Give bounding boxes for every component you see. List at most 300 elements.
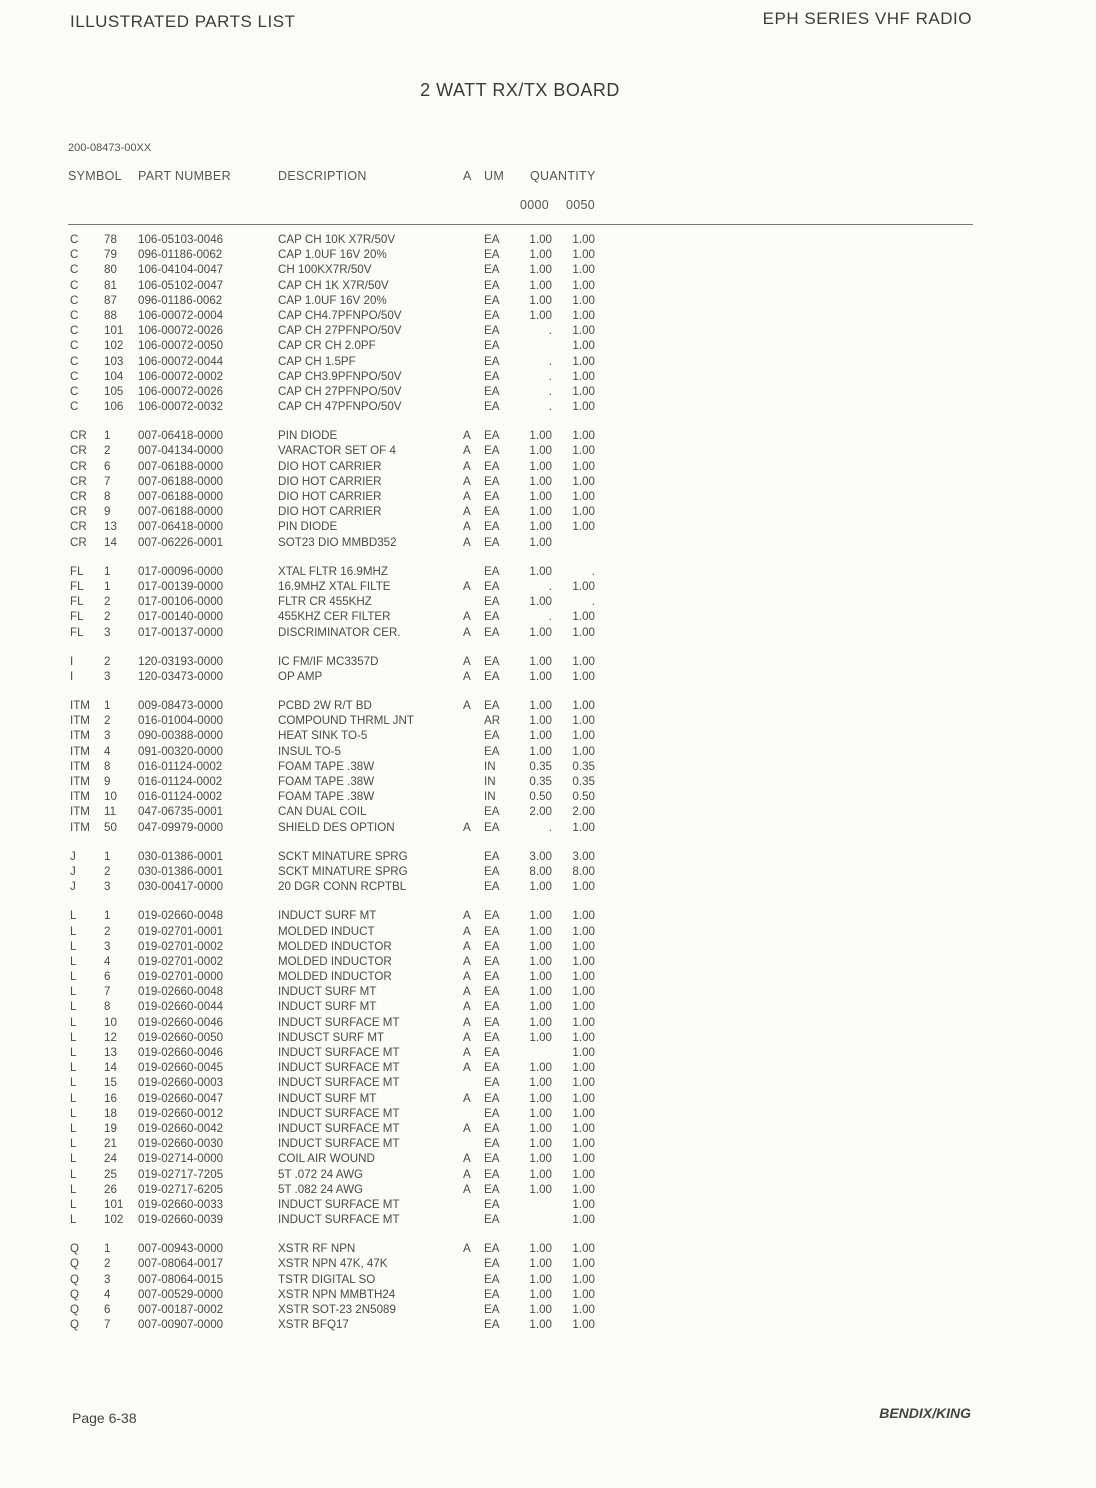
table-row: [0, 774, 1000, 789]
table-row: [0, 744, 1000, 759]
description-cell: MOLDED INDUCT: [278, 924, 375, 938]
a-flag-cell: A: [463, 1182, 471, 1196]
a-flag-cell: A: [463, 939, 471, 953]
part-number-cell: 007-06188-0000: [138, 505, 224, 519]
table-row: [0, 1167, 1000, 1182]
unit-cell: EA: [484, 535, 500, 549]
table-row: [0, 939, 1000, 954]
symbol-cell: ITM: [70, 790, 90, 804]
ref-cell: 8: [104, 1000, 111, 1014]
description-cell: HEAT SINK TO-5: [278, 729, 368, 743]
symbol-cell: C: [70, 308, 79, 322]
ref-cell: 10: [104, 790, 117, 804]
a-flag-cell: A: [463, 520, 471, 534]
ref-cell: 3: [104, 939, 111, 953]
symbol-cell: I: [70, 669, 74, 683]
qty-0000-cell: 1.00: [529, 1061, 552, 1075]
unit-cell: EA: [484, 354, 500, 368]
table-row: [0, 293, 1000, 308]
unit-cell: EA: [484, 293, 500, 307]
qty-0050-cell: 1.00: [572, 1213, 595, 1227]
table-row: [0, 278, 1000, 293]
ref-cell: 1: [104, 564, 111, 578]
part-number-cell: 019-02701-0000: [138, 970, 224, 984]
qty-0050-cell: 1.00: [572, 579, 595, 593]
description-cell: CAP CH3.9PFNPO/50V: [278, 369, 402, 383]
symbol-cell: Q: [70, 1272, 80, 1286]
ref-cell: 3: [104, 729, 111, 743]
header-divider: [68, 224, 973, 225]
ref-cell: 13: [104, 520, 117, 534]
qty-0000-cell: 0.35: [529, 775, 552, 788]
a-flag-cell: A: [463, 820, 471, 834]
qty-0000-cell: 1.00: [529, 1182, 552, 1196]
ref-cell: 104: [104, 369, 124, 383]
description-cell: INDUCT SURF MT: [278, 909, 377, 923]
table-row: [0, 728, 1000, 743]
symbol-cell: L: [70, 1213, 77, 1227]
part-number-cell: 106-00072-0032: [138, 400, 224, 414]
unit-cell: EA: [484, 1137, 500, 1151]
qty-0000-cell: 1.00: [529, 1303, 552, 1316]
table-row: [0, 820, 1000, 835]
unit-cell: EA: [484, 939, 500, 953]
page-title: 2 WATT RX/TX BOARD: [420, 80, 620, 100]
symbol-cell: J: [70, 864, 76, 878]
parts-group: [0, 908, 1000, 1227]
qty-0000-cell: 1.00: [529, 1106, 552, 1120]
a-flag-cell: A: [463, 1015, 471, 1029]
table-row: [0, 1151, 1000, 1166]
description-cell: INDUCT SURF MT: [278, 1091, 377, 1105]
symbol-cell: C: [70, 339, 79, 353]
table-row: [0, 564, 1000, 579]
ref-cell: 16: [104, 1091, 117, 1105]
ref-cell: 79: [104, 248, 117, 262]
part-number-cell: 096-01186-0062: [138, 293, 223, 307]
part-number-cell: 090-00388-0000: [138, 729, 224, 743]
unit-cell: EA: [484, 474, 500, 488]
part-number-cell: 017-00137-0000: [138, 625, 224, 639]
qty-0000-cell: 1.00: [529, 564, 552, 578]
a-flag-cell: A: [463, 1046, 471, 1059]
table-row: [0, 1241, 1000, 1256]
ref-cell: 2: [104, 595, 111, 609]
unit-cell: EA: [484, 1121, 500, 1135]
qty-0050-cell: 1.00: [572, 610, 595, 624]
symbol-cell: ITM: [70, 714, 90, 728]
qty-0000-cell: 1.00: [529, 293, 552, 307]
unit-cell: EA: [484, 1257, 500, 1271]
ref-cell: 3: [104, 669, 111, 683]
unit-cell: EA: [484, 339, 500, 353]
qty-0050-cell: 1.00: [572, 985, 595, 999]
qty-0050-cell: 1.00: [572, 625, 595, 639]
part-number-cell: 016-01004-0000: [138, 714, 224, 728]
unit-cell: EA: [484, 744, 500, 758]
a-flag-cell: A: [463, 579, 471, 593]
a-flag-cell: A: [463, 654, 471, 668]
table-row: [0, 984, 1000, 999]
symbol-cell: CR: [70, 474, 87, 488]
qty-0000-cell: 1.00: [529, 1167, 552, 1181]
qty-0050-cell: 1.00: [572, 400, 595, 414]
ref-cell: 1: [104, 699, 111, 713]
qty-0050-cell: 1.00: [572, 459, 595, 473]
unit-cell: EA: [484, 970, 500, 984]
table-row: [0, 1272, 1000, 1287]
part-number-cell: 009-08473-0000: [138, 699, 224, 713]
unit-cell: EA: [484, 444, 500, 458]
ref-cell: 18: [104, 1106, 117, 1120]
symbol-cell: L: [70, 1152, 77, 1166]
part-number-cell: 019-02660-0050: [138, 1030, 224, 1044]
table-row: [0, 609, 1000, 624]
unit-cell: EA: [484, 1303, 500, 1316]
qty-0000-cell: 1.00: [529, 1257, 552, 1271]
unit-cell: EA: [484, 429, 500, 443]
description-cell: PCBD 2W R/T BD: [278, 699, 372, 713]
qty-0000-cell: 1.00: [529, 1137, 552, 1151]
table-row: [0, 804, 1000, 819]
description-cell: CAP CR CH 2.0PF: [278, 339, 376, 353]
table-row: [0, 999, 1000, 1014]
symbol-cell: ITM: [70, 744, 90, 758]
part-number-cell: 019-02660-0042: [138, 1121, 224, 1135]
ref-cell: 2: [104, 610, 111, 624]
a-flag-cell: A: [463, 909, 471, 923]
table-row: [0, 879, 1000, 894]
unit-cell: EA: [484, 1272, 500, 1286]
qty-0000-cell: 1.00: [529, 1287, 552, 1301]
unit-cell: EA: [484, 263, 500, 277]
a-flag-cell: A: [463, 505, 471, 519]
ref-cell: 2: [104, 444, 111, 458]
a-flag-cell: A: [463, 1167, 471, 1181]
description-cell: INDUCT SURFACE MT: [278, 1076, 400, 1090]
unit-cell: EA: [484, 954, 500, 968]
unit-cell: EA: [484, 1242, 500, 1256]
qty-0000-cell: 1.00: [529, 654, 552, 668]
part-number-cell: 007-06188-0000: [138, 474, 224, 488]
ref-cell: 105: [104, 384, 124, 398]
qty-0050-cell: 1.00: [572, 490, 595, 503]
qty-0000-cell: 1.00: [529, 490, 552, 503]
unit-cell: EA: [484, 384, 500, 398]
qty-0050-cell: 1.00: [572, 699, 595, 713]
ref-cell: 14: [104, 1061, 117, 1075]
qty-0050-cell: 1.00: [572, 939, 595, 953]
part-number-cell: 019-02660-0003: [138, 1076, 224, 1090]
a-flag-cell: A: [463, 669, 471, 683]
col-header-part-number: PART NUMBER: [138, 169, 231, 183]
qty-0050-cell: 1.00: [572, 384, 595, 398]
symbol-cell: ITM: [70, 820, 90, 834]
qty-0000-cell: 1.00: [529, 263, 552, 277]
table-row: [0, 713, 1000, 728]
qty-0000-cell: .: [548, 610, 552, 624]
unit-cell: EA: [484, 1318, 500, 1332]
unit-cell: EA: [484, 1000, 500, 1014]
symbol-cell: CR: [70, 490, 87, 503]
unit-cell: EA: [484, 1287, 500, 1301]
part-number-cell: 106-00072-0004: [138, 308, 224, 322]
table-row: [0, 354, 1000, 369]
description-cell: XSTR NPN 47K, 47K: [278, 1257, 388, 1271]
qty-0050-cell: 1.00: [572, 1030, 595, 1044]
description-cell: CAP CH 1.5PF: [278, 354, 356, 368]
ref-cell: 12: [104, 1030, 117, 1044]
description-cell: CAP CH 27PFNPO/50V: [278, 324, 402, 338]
ref-cell: 1: [104, 849, 111, 863]
qty-0050-cell: 1.00: [572, 308, 595, 322]
ref-cell: 13: [104, 1046, 117, 1059]
qty-0000-cell: 1.00: [529, 1000, 552, 1014]
unit-cell: EA: [484, 729, 500, 743]
table-row: [0, 1060, 1000, 1075]
part-number-cell: 017-00140-0000: [138, 610, 224, 624]
a-flag-cell: A: [463, 1000, 471, 1014]
unit-cell: EA: [484, 579, 500, 593]
table-row: [0, 625, 1000, 640]
description-cell: INDUCT SURFACE MT: [278, 1015, 400, 1029]
table-row: [0, 669, 1000, 684]
table-row: [0, 504, 1000, 519]
table-row: [0, 428, 1000, 443]
part-number-cell: 016-01124-0002: [138, 790, 223, 804]
qty-0050-cell: 2.00: [572, 805, 595, 819]
ref-cell: 50: [104, 820, 117, 834]
description-cell: CAP CH4.7PFNPO/50V: [278, 308, 402, 322]
description-cell: COIL AIR WOUND: [278, 1152, 375, 1166]
symbol-cell: C: [70, 233, 79, 246]
ref-cell: 25: [104, 1167, 117, 1181]
table-row: [0, 908, 1000, 923]
table-row: [0, 308, 1000, 323]
description-cell: IC FM/IF MC3357D: [278, 654, 379, 668]
symbol-cell: L: [70, 1030, 77, 1044]
parts-group: [0, 654, 1000, 684]
part-number-cell: 007-08064-0017: [138, 1257, 224, 1271]
part-number-cell: 019-02660-0046: [138, 1015, 224, 1029]
part-number-cell: 019-02714-0000: [138, 1152, 224, 1166]
description-cell: XSTR BFQ17: [278, 1318, 349, 1332]
symbol-cell: L: [70, 939, 77, 953]
symbol-cell: Q: [70, 1242, 80, 1256]
table-row: [0, 924, 1000, 939]
table-row: [0, 262, 1000, 277]
qty-0000-cell: 1.00: [529, 1242, 552, 1256]
header-product-name: EPH SERIES VHF RADIO: [762, 9, 972, 28]
qty-0050-cell: 1.00: [572, 1197, 595, 1211]
description-cell: INDUCT SURFACE MT: [278, 1046, 400, 1059]
symbol-cell: L: [70, 970, 77, 984]
part-number-cell: 019-02660-0048: [138, 909, 224, 923]
description-cell: XSTR RF NPN: [278, 1242, 356, 1256]
qty-0050-cell: 1.00: [572, 909, 595, 923]
description-cell: INDUCT SURFACE MT: [278, 1197, 400, 1211]
symbol-cell: L: [70, 954, 77, 968]
qty-0050-cell: .: [591, 564, 595, 578]
part-number-cell: 016-01124-0002: [138, 775, 223, 788]
description-cell: 455KHZ CER FILTER: [278, 610, 391, 624]
description-cell: CH 100KX7R/50V: [278, 263, 372, 277]
description-cell: FLTR CR 455KHZ: [278, 595, 372, 609]
qty-0000-cell: 1.00: [529, 744, 552, 758]
qty-0050-cell: .: [591, 595, 595, 609]
ref-cell: 6: [104, 970, 111, 984]
part-number-cell: 019-02660-0045: [138, 1061, 224, 1075]
a-flag-cell: A: [463, 535, 471, 549]
ref-cell: 7: [104, 474, 111, 488]
a-flag-cell: A: [463, 985, 471, 999]
description-cell: 5T .082 24 AWG: [278, 1182, 364, 1196]
table-row: [0, 1015, 1000, 1030]
unit-cell: EA: [484, 1076, 500, 1090]
unit-cell: EA: [484, 985, 500, 999]
symbol-cell: CR: [70, 505, 87, 519]
symbol-cell: C: [70, 400, 79, 414]
unit-cell: EA: [484, 1167, 500, 1181]
symbol-cell: CR: [70, 429, 87, 443]
symbol-cell: ITM: [70, 759, 90, 773]
ref-cell: 4: [104, 1287, 111, 1301]
unit-cell: EA: [484, 490, 500, 503]
qty-0050-cell: 1.00: [572, 1287, 595, 1301]
ref-cell: 4: [104, 744, 111, 758]
qty-0050-cell: 8.00: [572, 864, 595, 878]
description-cell: DIO HOT CARRIER: [278, 505, 382, 519]
ref-cell: 6: [104, 459, 111, 473]
qty-0000-cell: 1.00: [529, 474, 552, 488]
description-cell: MOLDED INDUCTOR: [278, 970, 392, 984]
table-row: [0, 338, 1000, 353]
ref-cell: 24: [104, 1152, 117, 1166]
description-cell: CAP CH 27PFNPO/50V: [278, 384, 402, 398]
qty-0050-cell: 1.00: [572, 429, 595, 443]
description-cell: INDUCT SURF MT: [278, 1000, 377, 1014]
qty-0000-cell: 1.00: [529, 714, 552, 728]
unit-cell: EA: [484, 1061, 500, 1075]
part-number-cell: 106-00072-0044: [138, 354, 224, 368]
part-number-cell: 091-00320-0000: [138, 744, 224, 758]
qty-0050-cell: 0.50: [572, 790, 595, 804]
qty-0050-cell: 1.00: [572, 1076, 595, 1090]
description-cell: INDUCT SURFACE MT: [278, 1061, 400, 1075]
part-number-cell: 007-06188-0000: [138, 490, 224, 503]
description-cell: SHIELD DES OPTION: [278, 820, 395, 834]
qty-0050-cell: 1.00: [572, 520, 595, 534]
header-section-title: ILLUSTRATED PARTS LIST: [70, 12, 296, 31]
a-flag-cell: A: [463, 954, 471, 968]
description-cell: VARACTOR SET OF 4: [278, 444, 396, 458]
symbol-cell: C: [70, 293, 79, 307]
ref-cell: 15: [104, 1076, 117, 1090]
assembly-doc-number: 200-08473-00XX: [68, 142, 152, 154]
table-row: [0, 535, 1000, 550]
description-cell: SCKT MINATURE SPRG: [278, 849, 408, 863]
qty-0000-cell: .: [548, 324, 552, 338]
table-row: [0, 1106, 1000, 1121]
qty-0000-cell: 1.00: [529, 1121, 552, 1135]
table-row: [0, 1091, 1000, 1106]
unit-cell: IN: [484, 759, 496, 773]
unit-cell: EA: [484, 1015, 500, 1029]
qty-0000-cell: 1.00: [529, 1015, 552, 1029]
symbol-cell: Q: [70, 1287, 80, 1301]
symbol-cell: FL: [70, 610, 84, 624]
unit-cell: EA: [484, 625, 500, 639]
qty-0000-cell: 1.00: [529, 535, 552, 549]
symbol-cell: L: [70, 1137, 77, 1151]
ref-cell: 88: [104, 308, 117, 322]
ref-cell: 103: [104, 354, 124, 368]
ref-cell: 1: [104, 909, 111, 923]
qty-0050-cell: 1.00: [572, 233, 595, 246]
a-flag-cell: A: [463, 625, 471, 639]
qty-0050-cell: 1.00: [572, 1015, 595, 1029]
qty-0000-cell: 1.00: [529, 520, 552, 534]
description-cell: PIN DIODE: [278, 520, 338, 534]
part-number-cell: 007-00907-0000: [138, 1318, 224, 1332]
description-cell: 16.9MHZ XTAL FILTE: [278, 579, 391, 593]
ref-cell: 102: [104, 1213, 124, 1227]
qty-0000-cell: .: [548, 369, 552, 383]
ref-cell: 3: [104, 1272, 111, 1286]
a-flag-cell: A: [463, 1242, 471, 1256]
part-number-cell: 019-02701-0002: [138, 954, 224, 968]
symbol-cell: L: [70, 1015, 77, 1029]
symbol-cell: C: [70, 384, 79, 398]
parts-group: [0, 698, 1000, 835]
unit-cell: EA: [484, 278, 500, 292]
symbol-cell: ITM: [70, 699, 90, 713]
qty-0050-cell: 1.00: [572, 1091, 595, 1105]
part-number-cell: 019-02717-7205: [138, 1167, 224, 1181]
part-number-cell: 019-02660-0012: [138, 1106, 224, 1120]
qty-0000-cell: 1.00: [529, 1091, 552, 1105]
qty-0000-cell: 1.00: [529, 939, 552, 953]
qty-0050-cell: 1.00: [572, 474, 595, 488]
ref-cell: 7: [104, 1318, 111, 1332]
part-number-cell: 120-03193-0000: [138, 654, 224, 668]
table-row: [0, 443, 1000, 458]
col-header-qty-0050: 0050: [566, 198, 596, 212]
description-cell: MOLDED INDUCTOR: [278, 939, 392, 953]
qty-0000-cell: 1.00: [529, 308, 552, 322]
parts-group: [0, 564, 1000, 640]
qty-0000-cell: 1.00: [529, 699, 552, 713]
description-cell: DISCRIMINATOR CER.: [278, 625, 401, 639]
part-number-cell: 007-00187-0002: [138, 1303, 224, 1316]
part-number-cell: 019-02717-6205: [138, 1182, 224, 1196]
table-row: [0, 1182, 1000, 1197]
qty-0000-cell: .: [548, 579, 552, 593]
part-number-cell: 047-06735-0001: [138, 805, 224, 819]
part-number-cell: 106-05103-0046: [138, 233, 224, 246]
col-header-qty-0000: 0000: [520, 198, 550, 212]
unit-cell: EA: [484, 1030, 500, 1044]
symbol-cell: Q: [70, 1318, 80, 1332]
table-row: [0, 489, 1000, 504]
a-flag-cell: A: [463, 1061, 471, 1075]
a-flag-cell: A: [463, 474, 471, 488]
ref-cell: 2: [104, 924, 111, 938]
table-row: [0, 954, 1000, 969]
ref-cell: 6: [104, 1303, 111, 1316]
symbol-cell: CR: [70, 459, 87, 473]
unit-cell: EA: [484, 595, 500, 609]
